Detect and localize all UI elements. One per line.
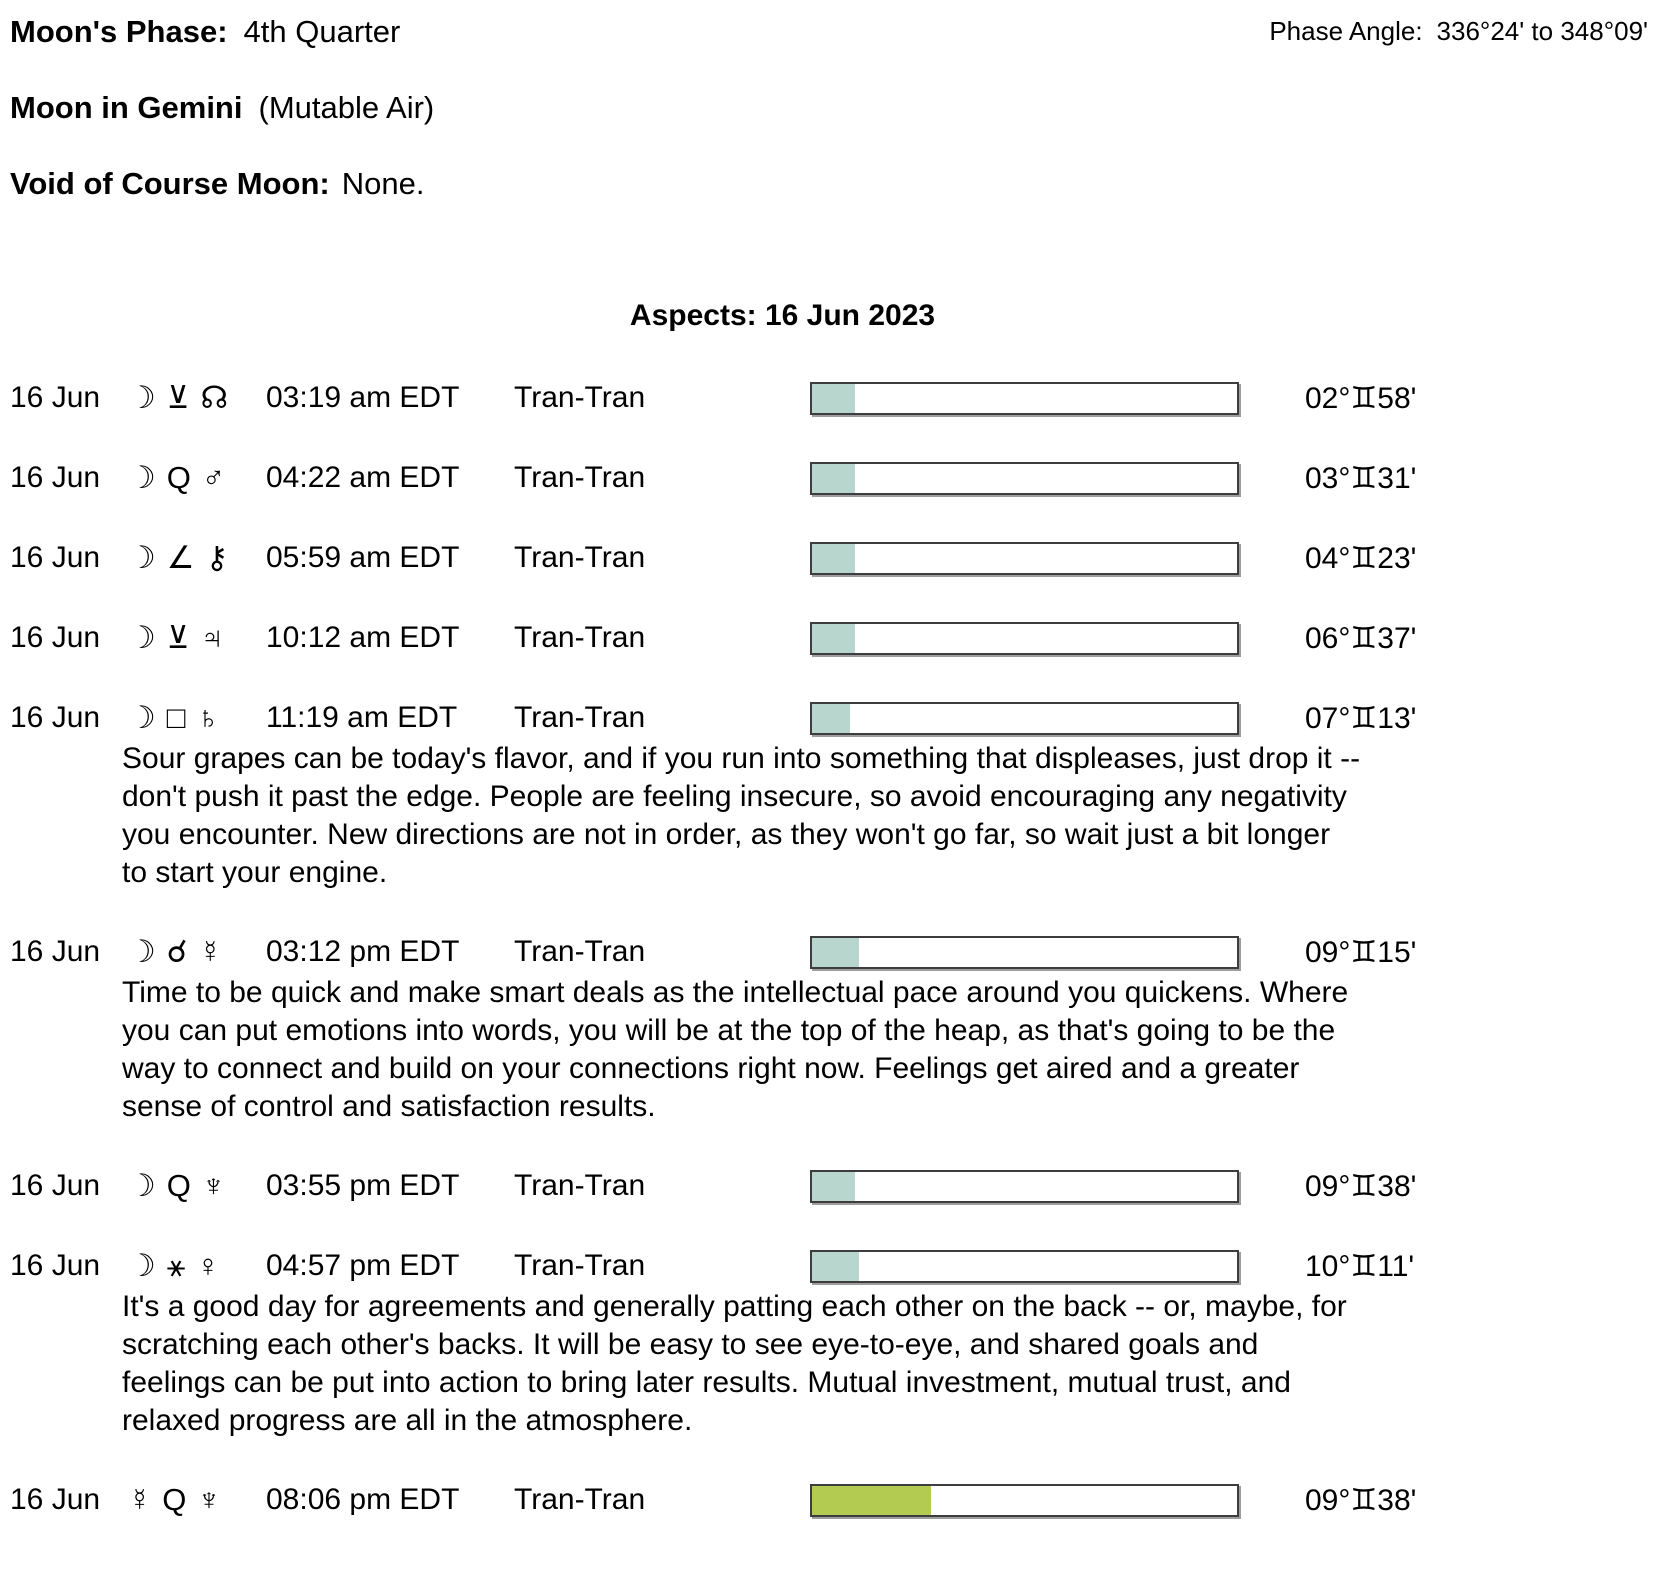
aspect-date: 16 Jun: [10, 935, 101, 968]
aspect-type: Tran-Tran: [514, 381, 646, 414]
orb-progress-bar: [810, 1170, 1239, 1203]
aspect-interpretation: [122, 974, 1660, 1126]
aspect-row-main: [10, 538, 1660, 578]
moon-icon: ☽: [128, 934, 156, 969]
orb-progress-bar: [810, 462, 1239, 495]
aspect-interpretation-line: feelings can be put into action to bring later results. Mutual investment, mutual trust, and: [122, 1366, 1291, 1399]
aspect-degree: 07°♊13': [1305, 701, 1417, 735]
semisquare-icon: ∠: [166, 540, 195, 575]
phase-angle-value: 336°24' to 348°09': [1436, 16, 1648, 46]
aspect-type: Tran-Tran: [514, 621, 646, 654]
north-node-icon: ☊: [200, 380, 229, 415]
aspect-row: [10, 458, 1660, 498]
aspect-interpretation-line: Sour grapes can be today's flavor, and if you run into something that displeases, just drop it --: [122, 742, 1361, 775]
aspect-degree: 04°♊23': [1305, 541, 1417, 575]
aspect-interpretation-line: sense of control and satisfaction results.: [122, 1090, 656, 1123]
aspect-row: [10, 538, 1660, 578]
aspect-symbols: [128, 1482, 266, 1518]
aspect-type: Tran-Tran: [514, 1169, 646, 1202]
aspect-interpretation: [122, 1288, 1660, 1440]
aspect-symbols: [128, 380, 266, 416]
aspect-date: 16 Jun: [10, 1483, 101, 1516]
moon-icon: ☽: [128, 700, 156, 735]
aspect-interpretation-line: don't push it past the edge. People are feeling insecure, so avoid encouraging any negativity: [122, 780, 1347, 813]
void-of-course-value: None.: [341, 166, 425, 201]
aspect-interpretation-line: Time to be quick and make smart deals as the intellectual pace around you quickens. Where: [122, 976, 1349, 1009]
aspect-type: Tran-Tran: [514, 461, 646, 494]
aspect-time: 04:57 pm EDT: [266, 1249, 460, 1282]
chiron-icon: ⚷: [205, 540, 229, 575]
aspect-symbols: [128, 1248, 266, 1284]
semisextile-icon: ⊻: [166, 380, 190, 415]
venus-icon: ♀: [196, 1248, 220, 1283]
neptune-icon: ♆: [201, 1168, 226, 1203]
orb-progress-fill: [812, 384, 855, 413]
aspect-degree: 06°♊37': [1305, 621, 1417, 655]
aspect-interpretation-line: to start your engine.: [122, 856, 388, 889]
aspect-degree: 10°♊11': [1305, 1249, 1415, 1283]
aspect-row-main: [10, 932, 1660, 972]
conjunction-icon: ☌: [166, 934, 188, 969]
aspect-type: Tran-Tran: [514, 1249, 646, 1282]
aspect-row-main: [10, 378, 1660, 418]
aspect-date: 16 Jun: [10, 541, 101, 574]
quintile-icon: Q: [166, 1168, 191, 1203]
aspect-row: [10, 932, 1660, 1126]
aspect-interpretation-line: scratching each other's backs. It will be easy to see eye-to-eye, and shared goals and: [122, 1328, 1259, 1361]
aspect-row-main: [10, 458, 1660, 498]
aspect-row-main: [10, 698, 1660, 738]
moons-phase-label: Moon's Phase:: [10, 14, 228, 49]
orb-progress-bar: [810, 382, 1239, 415]
orb-progress-fill: [812, 1172, 855, 1201]
orb-progress-fill: [812, 624, 855, 653]
aspect-symbols: [128, 620, 266, 656]
aspect-time: 03:12 pm EDT: [266, 935, 460, 968]
moon-icon: ☽: [128, 460, 156, 495]
moons-phase-value: 4th Quarter: [243, 14, 401, 49]
semisextile-icon: ⊻: [166, 620, 190, 655]
orb-progress-fill: [812, 1486, 931, 1515]
aspect-interpretation-line: you encounter. New directions are not in order, as they won't go far, so wait just a bit longer: [122, 818, 1331, 851]
aspect-type: Tran-Tran: [514, 1483, 646, 1516]
orb-progress-bar: [810, 542, 1239, 575]
orb-progress-bar: [810, 1484, 1239, 1517]
neptune-icon: ♆: [197, 1482, 221, 1517]
moon-icon: ☽: [128, 620, 156, 655]
orb-progress-fill: [812, 938, 859, 967]
aspect-degree: 09°♊38': [1305, 1169, 1417, 1203]
aspect-row-main: [10, 1246, 1660, 1286]
aspect-time: 03:55 pm EDT: [266, 1169, 460, 1202]
orb-progress-fill: [812, 544, 855, 573]
aspects-title: Aspects: 16 Jun 2023: [629, 299, 936, 332]
aspect-symbols: [128, 460, 266, 496]
aspect-rows: [10, 378, 1660, 1520]
orb-progress-fill: [812, 1252, 859, 1281]
aspect-row-main: [10, 1480, 1660, 1520]
aspect-row: [10, 378, 1660, 418]
aspect-degree: 09°♊38': [1305, 1483, 1417, 1517]
orb-progress-bar: [810, 702, 1239, 735]
jupiter-icon: ♃: [200, 620, 224, 655]
aspect-interpretation-line: It's a good day for agreements and generally patting each other on the back -- or, maybe, for: [122, 1290, 1347, 1323]
void-of-course-label: Void of Course Moon:: [10, 166, 330, 201]
aspect-symbols: [128, 934, 266, 970]
moon-icon: ☽: [128, 1248, 156, 1283]
aspect-date: 16 Jun: [10, 1249, 101, 1282]
quintile-icon: Q: [166, 460, 191, 495]
aspect-type: Tran-Tran: [514, 541, 646, 574]
aspect-degree: 02°♊58': [1305, 381, 1417, 415]
aspect-symbols: [128, 1168, 266, 1204]
moon-icon: ☽: [128, 380, 156, 415]
aspect-interpretation-line: way to connect and build on your connections right now. Feelings get aired and a greater: [122, 1052, 1300, 1085]
aspect-interpretation: [122, 740, 1660, 892]
aspect-time: 05:59 am EDT: [266, 541, 460, 574]
aspect-type: Tran-Tran: [514, 701, 646, 734]
quintile-icon: Q: [162, 1482, 187, 1517]
aspect-degree: 03°♊31': [1305, 461, 1417, 495]
aspect-interpretation-line: relaxed progress are all in the atmosphere.: [122, 1404, 693, 1437]
aspect-type: Tran-Tran: [514, 935, 646, 968]
aspect-row: [10, 698, 1660, 892]
mars-icon: ♂: [201, 460, 226, 495]
aspect-row: [10, 1166, 1660, 1206]
moon-in-sign-label: Moon in Gemini: [10, 90, 243, 125]
aspect-date: 16 Jun: [10, 701, 101, 734]
mercury-icon: ☿: [128, 1482, 152, 1517]
aspect-row: [10, 1480, 1660, 1520]
aspect-date: 16 Jun: [10, 381, 101, 414]
aspect-time: 04:22 am EDT: [266, 461, 460, 494]
square-icon: □: [166, 700, 186, 735]
aspect-date: 16 Jun: [10, 621, 101, 654]
aspect-row: [10, 1246, 1660, 1440]
phase-angle: [1269, 14, 1648, 48]
orb-progress-fill: [812, 704, 850, 733]
moon-in-sign-value: (Mutable Air): [258, 90, 435, 125]
aspect-time: 10:12 am EDT: [266, 621, 460, 654]
orb-progress-bar: [810, 1250, 1239, 1283]
aspect-row: [10, 618, 1660, 658]
phase-angle-label: Phase Angle:: [1269, 16, 1423, 46]
aspect-date: 16 Jun: [10, 1169, 101, 1202]
orb-progress-fill: [812, 464, 855, 493]
moon-icon: ☽: [128, 1168, 156, 1203]
aspect-degree: 09°♊15': [1305, 935, 1417, 969]
saturn-icon: ♄: [196, 700, 220, 735]
orb-progress-bar: [810, 936, 1239, 969]
aspect-time: 03:19 am EDT: [266, 381, 460, 414]
aspect-symbols: [128, 700, 266, 736]
aspect-interpretation-line: you can put emotions into words, you will be at the top of the heap, as that's going to be the: [122, 1014, 1336, 1047]
mercury-icon: ☿: [198, 934, 222, 969]
aspect-date: 16 Jun: [10, 461, 101, 494]
aspect-row-main: [10, 618, 1660, 658]
sextile-icon: ⚹: [166, 1248, 186, 1283]
void-of-course-line: [10, 166, 1660, 202]
moon-in-sign-line: [10, 90, 1660, 126]
aspect-row-main: [10, 1166, 1660, 1206]
moon-icon: ☽: [128, 540, 156, 575]
aspect-time: 11:19 am EDT: [266, 701, 458, 734]
orb-progress-bar: [810, 622, 1239, 655]
aspect-time: 08:06 pm EDT: [266, 1483, 460, 1516]
aspect-symbols: [128, 540, 266, 576]
